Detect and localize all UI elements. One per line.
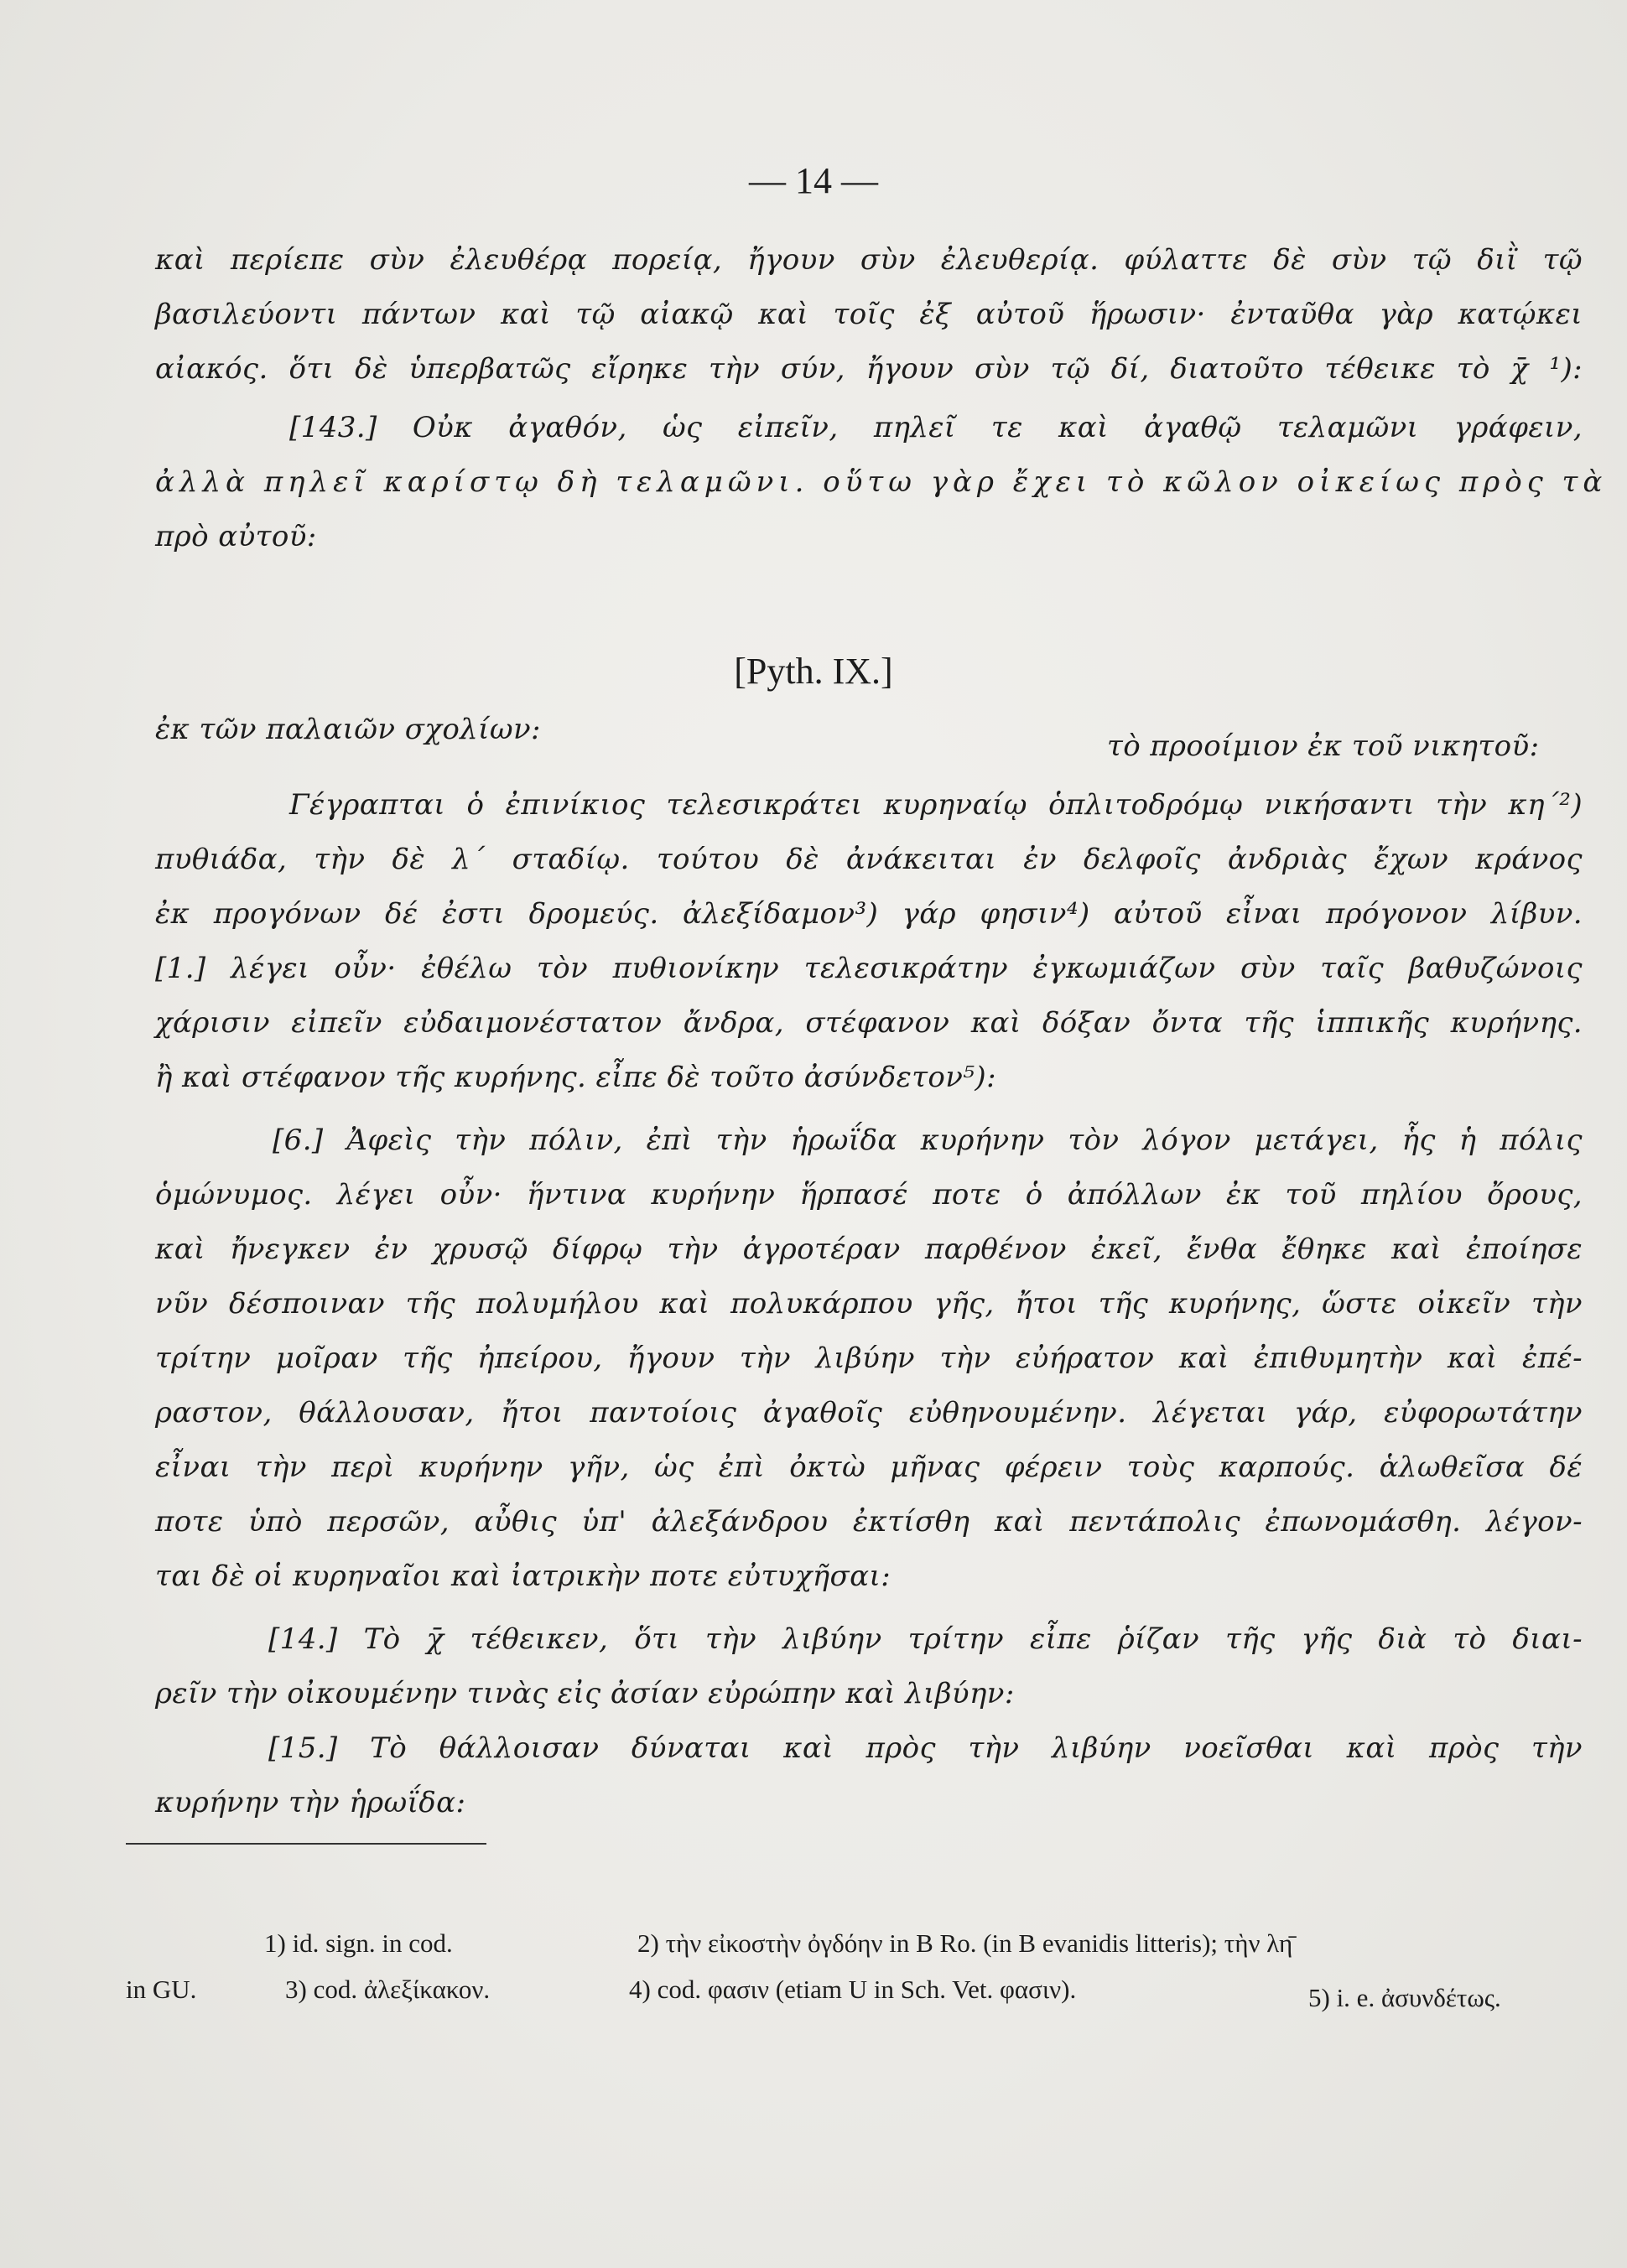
text-line: νῦν δέσποιναν τῆς πολυμήλου καὶ πολυκάρπου γῆς, ἤτοι τῆς κυρήνης, ὥστε οἰκεῖν τὴν <box>155 1287 1583 1321</box>
footnote: in GU. <box>126 1975 197 2004</box>
text-line: ποτε ὑπὸ περσῶν, αὖθις ὑπ' ἀλεξάνδρου ἐκτίσθη καὶ πεντάπολις ἐπωνομάσθη. λέγον- <box>155 1505 1583 1539</box>
text-line: καὶ περίεπε σὺν ἐλευθέρᾳ πορείᾳ, ἤγουν σὺν ἐλευθερίᾳ. φύλαττε δὲ σὺν τῷ διῒ τῷ <box>155 243 1583 277</box>
text-line: χάρισιν εἰπεῖν εὐδαιμονέστατον ἄνδρα, στέφανον καὶ δόξαν ὄντα τῆς ἱππικῆς κυρήνης. <box>155 1006 1583 1040</box>
text-line: καὶ ἤνεγκεν ἐν χρυσῷ δίφρῳ τὴν ἀγροτέραν παρθένον ἐκεῖ, ἔνθα ἔθηκε καὶ ἐποίησε <box>155 1233 1583 1266</box>
text-line: βασιλεύοντι πάντων καὶ τῷ αἰακῷ καὶ τοῖς ἐξ αὐτοῦ ἥρωσιν· ἐνταῦθα γὰρ κατῴκει <box>155 298 1583 331</box>
text-line: ἀλλὰ πηλεῖ καρίστῳ δὴ τελαμῶνι. οὕτω γὰρ ἔχει τὸ κῶλον οἰκείως πρὸς τὰ <box>155 465 1608 499</box>
text-line: πρὸ αὐτοῦ: <box>155 520 317 553</box>
footnote: 4) cod. φασιν (etiam U in Sch. Vet. φασιν). <box>629 1975 1077 2004</box>
text-line: Γέγραπται ὁ ἐπινίκιος τελεσικράτει κυρηναίῳ ὁπλιτοδρόμῳ νικήσαντι τὴν κη´²) <box>289 788 1583 822</box>
footnote-rule <box>126 1843 486 1845</box>
text-line: ἐκ προγόνων δέ ἐστι δρομεύς. ἀλεξίδαμον³) γάρ φησιν⁴) αὐτοῦ εἶναι πρόγονον λίβυν. <box>155 897 1583 931</box>
text-line: [15.] Τὸ θάλλοισαν δύναται καὶ πρὸς τὴν λιβύην νοεῖσθαι καὶ πρὸς τὴν <box>268 1731 1583 1765</box>
text-line: τρίτην μοῖραν τῆς ἠπείρου, ἤγουν τὴν λιβύην τὴν εὐήρατον καὶ ἐπιθυμητὴν καὶ ἐπέ- <box>155 1342 1583 1375</box>
text-line: ραστον, θάλλουσαν, ἤτοι παντοίοις ἀγαθοῖς εὐθηνουμένην. λέγεται γάρ, εὐφορωτάτην <box>155 1396 1583 1430</box>
text-line: ὁμώνυμος. λέγει οὖν· ἥντινα κυρήνην ἥρπασέ ποτε ὁ ἀπόλλων ἐκ τοῦ πηλίου ὄρους, <box>155 1178 1583 1212</box>
text-line: πυθιάδα, τὴν δὲ λ´ σταδίῳ. τούτου δὲ ἀνάκειται ἐν δελφοῖς ἀνδριὰς ἔχων κράνος <box>155 843 1583 876</box>
text-line: εἶναι τὴν περὶ κυρήνην γῆν, ὡς ἐπὶ ὀκτὼ μῆνας φέρειν τοὺς καρπούς. ἁλωθεῖσα δέ <box>155 1451 1583 1484</box>
text-line: [143.] Οὐκ ἀγαθόν, ὡς εἰπεῖν, πηλεῖ τε καὶ ἀγαθῷ τελαμῶνι γράφειν, <box>289 411 1583 444</box>
text-line: τὸ προοίμιον ἐκ τοῦ νικητοῦ: <box>1107 729 1540 763</box>
footnote: 1) id. sign. in cod. <box>264 1928 453 1958</box>
text-line: κυρήνην τὴν ἡρωΐδα: <box>155 1786 466 1819</box>
text-line: [1.] λέγει οὖν· ἐθέλω τὸν πυθιονίκην τελεσικράτην ἐγκωμιάζων σὺν ταῖς βαθυζώνοις <box>155 952 1583 985</box>
footnote: 3) cod. ἀλεξίκακον. <box>285 1975 491 2004</box>
section-heading: [Pyth. IX.] <box>734 651 893 692</box>
text-line: αἰακός. ὅτι δὲ ὑπερβατῶς εἴρηκε τὴν σύν, ἤγουν σὺν τῷ δί, διατοῦτο τέθεικε τὸ χ̄ ¹): <box>155 352 1583 386</box>
text-line: ται δὲ οἱ κυρηναῖοι καὶ ἰατρικὴν ποτε εὐτυχῆσαι: <box>155 1560 891 1593</box>
page-number: — 14 — <box>749 160 878 201</box>
text-line: [14.] Τὸ χ̄ τέθεικεν, ὅτι τὴν λιβύην τρίτην εἶπε ῥίζαν τῆς γῆς διὰ τὸ διαι- <box>268 1622 1583 1656</box>
footnote: 2) τὴν εἰκοστὴν ὀγδόην in B Ro. (in B evanidis litteris); τὴν λη̄ <box>637 1928 1293 1958</box>
text-line: ἐκ τῶν παλαιῶν σχολίων: <box>155 713 541 746</box>
footnote: 5) i. e. ἀσυνδέτως. <box>1308 1983 1501 2012</box>
text-line: ἢ καὶ στέφανον τῆς κυρήνης. εἶπε δὲ τοῦτο ἀσύνδετον⁵): <box>155 1061 996 1094</box>
text-line: [6.] Ἀφεὶς τὴν πόλιν, ἐπὶ τὴν ἡρωΐδα κυρήνην τὸν λόγον μετάγει, ἧς ἡ πόλις <box>273 1124 1583 1157</box>
text-line: ρεῖν τὴν οἰκουμένην τινὰς εἰς ἀσίαν εὐρώπην καὶ λιβύην: <box>155 1677 1015 1710</box>
